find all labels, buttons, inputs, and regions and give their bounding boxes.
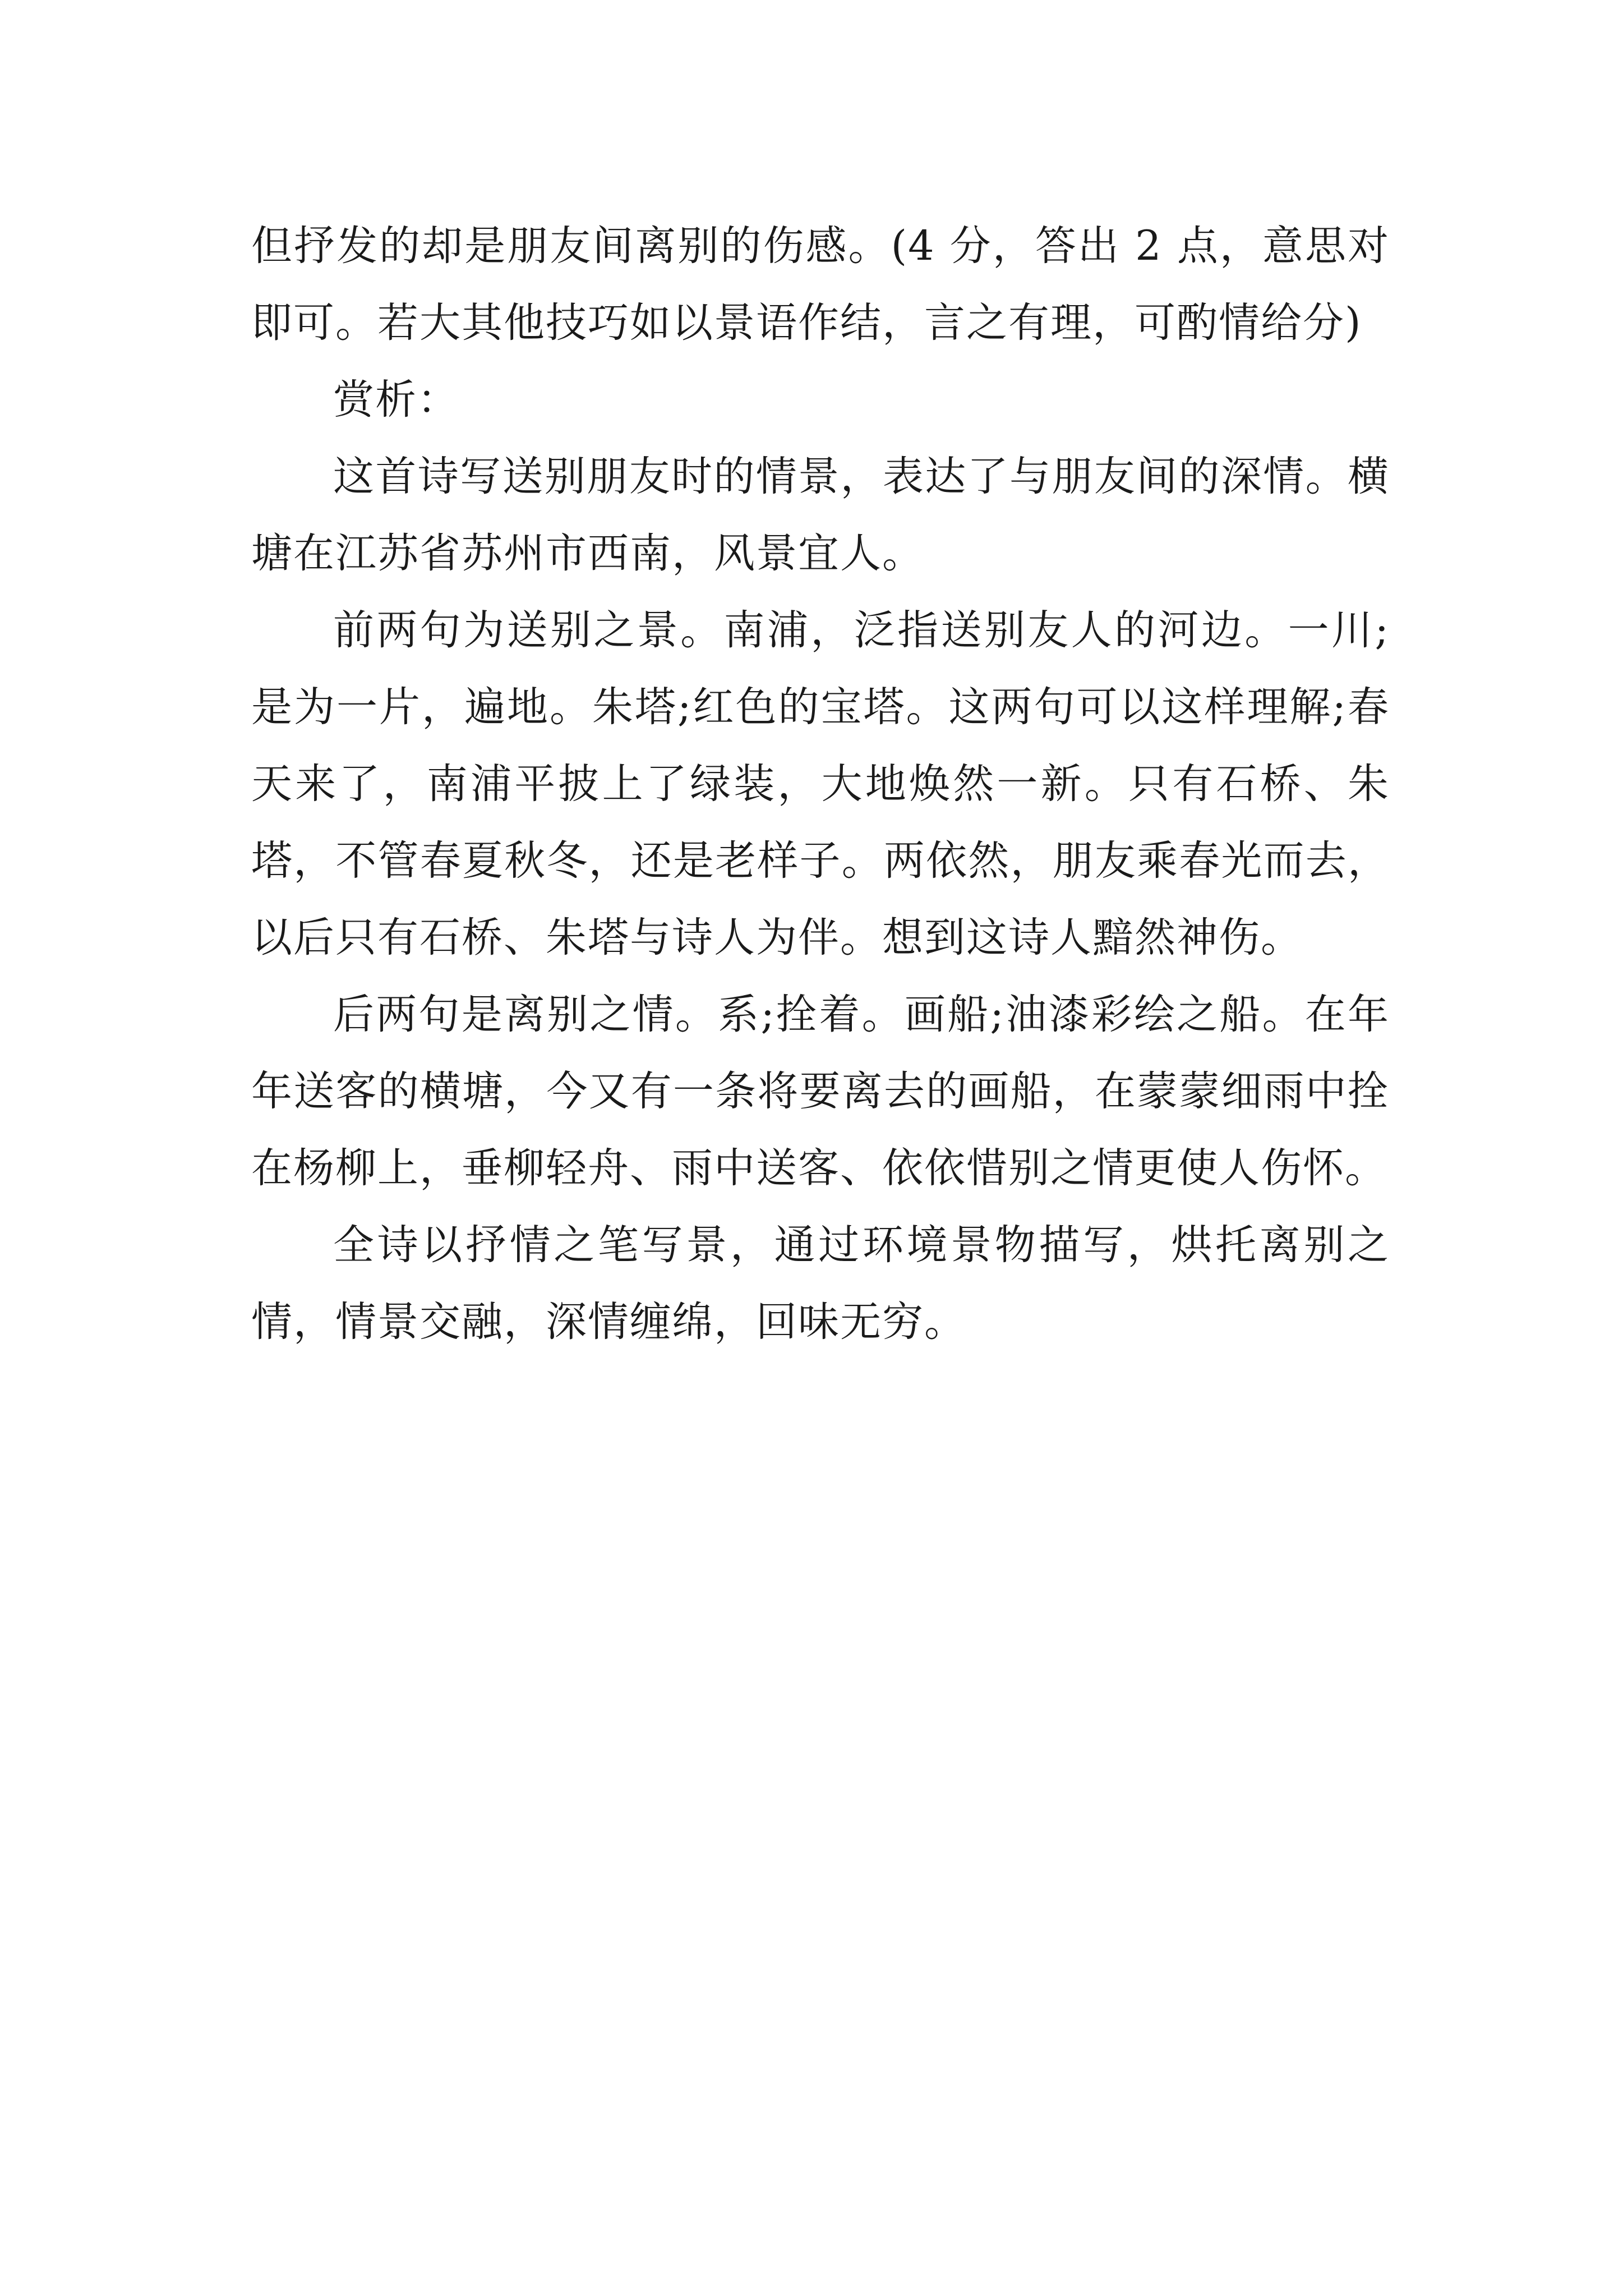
paragraph-intro: 这首诗写送别朋友时的情景，表达了与朋友间的深情。横塘在江苏省苏州市西南，风景宜人。	[251, 453, 1390, 577]
document-body	[251, 208, 1390, 1360]
paragraph-second-couplet: 后两句是离别之情。系;拴着。画船;油漆彩绘之船。在年年送客的横塘，今又有一条将要离去的画船，在蒙蒙细雨中拴在杨柳上，垂柳轻舟、雨中送客、依依惜别之情更使人伤怀。	[251, 991, 1390, 1192]
paragraph-first-couplet: 前两句为送别之景。南浦，泛指送别友人的河边。一川;是为一片，遍地。朱塔;红色的宝塔。这两句可以这样理解;春天来了，南浦平披上了绿装，大地焕然一新。只有石桥、朱塔，不管春夏秋冬，还是老样子。两依然，朋友乘春光而去，以后只有石桥、朱塔与诗人为伴。想到这诗人黯然神伤。	[251, 606, 1390, 961]
paragraph-answer-continuation: 但抒发的却是朋友间离别的伤感。(4 分，答出 2 点，意思对即可。若大其他技巧如以景语作结，言之有理，可酌情给分)	[251, 222, 1390, 347]
paragraph-appreciation-heading: 赏析：	[333, 376, 459, 424]
paragraph-conclusion: 全诗以抒情之笔写景，通过环境景物描写，烘托离别之情，情景交融，深情缠绵，回味无穷。	[251, 1221, 1390, 1346]
